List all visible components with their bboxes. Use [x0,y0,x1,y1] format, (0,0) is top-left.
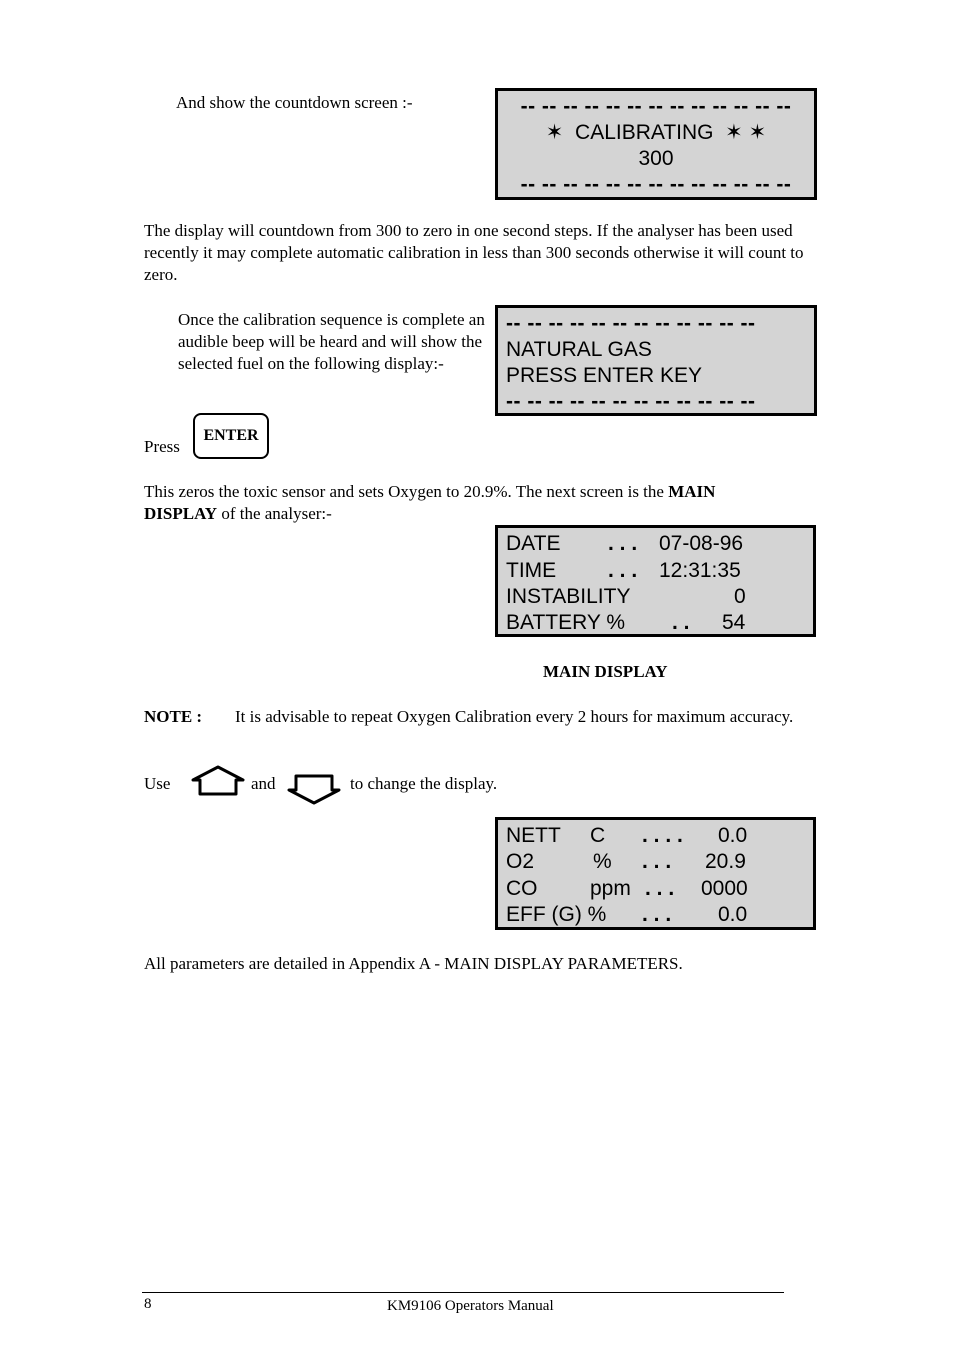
complete-paragraph: Once the calibration sequence is complete an audible beep will be heard and will show the selected fuel on the following display:- [178,310,485,373]
note-label: NOTE : [144,707,203,726]
up-arrow-key-icon[interactable] [190,764,246,798]
lcd-countdown-value: 300 [638,147,674,170]
lcd-date-label: DATE [506,532,561,555]
lcd-eff-label: EFF (G) % [506,903,607,926]
change-display-text: to change the display. [350,774,498,793]
countdown-paragraph: The display will countdown from 300 to zero in one second steps. If the analyser has been used recently it may complete automatic calibration in less than 300 seconds otherwise it will count to zero. [144,221,804,284]
lcd-co-value: 0000 [701,877,748,900]
lcd-instability-label: INSTABILITY [506,585,631,608]
lcd-nett-unit: C [590,824,606,847]
use-label: Use [144,774,171,793]
lcd-dots: . . . [645,877,675,900]
lcd-dash-line: -- -- -- -- -- -- -- -- -- -- -- -- -- [520,95,792,118]
lcd-dots: . . . [608,559,638,582]
lcd-dots: . . . . [642,824,683,847]
note-text: It is advisable to repeat Oxygen Calibration every 2 hours for maximum accuracy. [235,707,794,726]
lcd-fuel-name: NATURAL GAS [506,338,652,361]
down-arrow-key-icon[interactable] [286,772,342,806]
footer-rule [142,1292,784,1293]
main-display-caption: MAIN DISPLAY [543,662,668,681]
lcd-o2-unit: % [593,850,612,873]
lcd-press-enter: PRESS ENTER KEY [506,364,703,387]
lcd-parameters [495,817,816,930]
lcd-battery-label: BATTERY % [506,611,626,634]
lcd-nett-value: 0.0 [718,824,748,847]
lcd-calibrating [495,88,817,200]
lcd-time-label: TIME [506,559,557,582]
main-bold: MAIN [668,482,716,501]
lcd-dash-line: -- -- -- -- -- -- -- -- -- -- -- -- [506,390,756,413]
lcd-time-value: 12:31:35 [659,559,741,582]
lcd-calibrating-text: ✶ CALIBRATING ✶ ✶ [545,121,767,144]
lcd-dots: . . . [642,850,672,873]
lcd-dots: . . . [608,532,638,555]
lcd-o2-label: O2 [506,850,535,873]
lcd-dots: . . . [642,903,672,926]
lcd-dash-line: -- -- -- -- -- -- -- -- -- -- -- -- [506,312,756,335]
lcd-battery-value: 54 [722,611,746,634]
lcd-co-unit: ppm [590,877,631,900]
intro-text: And show the countdown screen :- [176,93,413,112]
lcd-dash-line: -- -- -- -- -- -- -- -- -- -- -- -- -- [520,173,792,196]
lcd-instability-value: 0 [734,585,746,608]
press-label: Press [144,437,180,456]
lcd-date-value: 07-08-96 [659,532,744,555]
lcd-dots: . . [672,611,690,634]
lcd-nett-label: NETT [506,824,561,847]
footer-title: KM9106 Operators Manual [387,1298,554,1314]
lcd-eff-value: 0.0 [718,903,748,926]
lcd-fuel [495,305,817,416]
display-bold: DISPLAY [144,504,218,523]
and-label: and [251,774,276,793]
lcd-main-display [495,525,816,637]
page-number: 8 [144,1296,152,1312]
zeros-text-end: of the analyser:- [217,504,332,523]
lcd-o2-value: 20.9 [705,850,746,873]
zeros-text: This zeros the toxic sensor and sets Oxygen to 20.9%. The next screen is the [144,482,669,501]
enter-key-button[interactable]: ENTER [193,413,269,459]
appendix-text: All parameters are detailed in Appendix A - MAIN DISPLAY PARAMETERS. [144,954,683,973]
zeros-paragraph [144,481,804,525]
lcd-co-label: CO [506,877,538,900]
